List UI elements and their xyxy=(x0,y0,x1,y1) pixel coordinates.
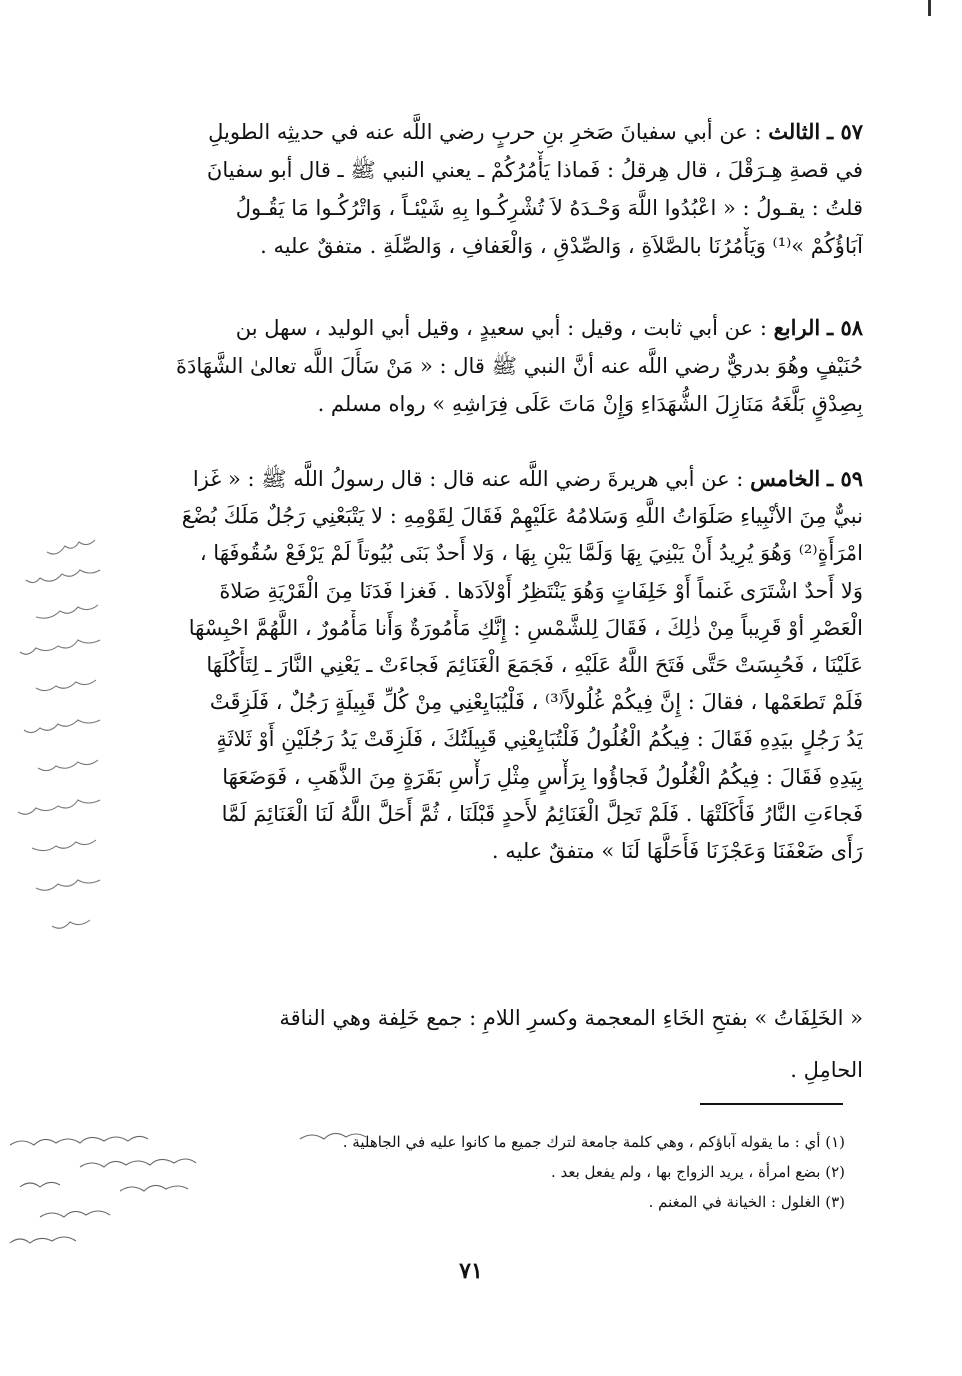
hadith-title: الرابع xyxy=(773,315,821,340)
hadith-58-line-3: بِصِدْقٍ بَلَّغَهُ مَنَازِلَ الشُّهَدَاءِ وَإِنْ مَاتَ عَلَى فِرَاشِهِ » رواه مسلم . xyxy=(317,392,863,416)
hadith-59-line-10: فَجاءَتِ النَّارُ فَأَكَلَتْهَا . فَلَمْ تَحِلَّ الْغَنَائِمُ لأَحدٍ قَبْلَنَا ، ثُمَّ أَحَلَّ اللَّهُ لَنَا الْغَنَائِمَ لَمَّا xyxy=(221,801,863,826)
explanation xyxy=(108,992,863,1096)
hadith-59-line-5: الْعَصْرِ أوْ قَرِيباً مِنْ ذٰلِكَ ، فَقَالَ لِلشَّمْسِ : إِنَّكِ مَأْمُورَةٌ وَأَنا مَأْمُورٌ ، اللَّهُمَّ احْبِسْهَا xyxy=(188,615,863,640)
hadith-number: ٥٨ ـ xyxy=(826,315,863,340)
hadith-58 xyxy=(108,309,863,423)
explanation-line-2: الحامِلِ . xyxy=(790,1058,863,1082)
scan-mark xyxy=(928,0,931,16)
hadith-59-line-4: وَلا أَحدٌ اشْتَرَى غَنماً أَوْ خَلِفَاتٍ وَهُوَ يَنْتَظِرُ أَوْلاَدَها . فَغزا فَدَنَا مِنَ الْقَرْيَةِ صَلاةَ xyxy=(219,578,863,603)
handwritten-margin-notes xyxy=(0,530,110,960)
footnotes xyxy=(300,1127,845,1217)
explanation-line-1: « الخَلِفَاتُ » بفتحِ الخَاءِ المعجمة وكسرِ اللامِ : جمع خَلِفة وهي الناقة xyxy=(279,1006,863,1030)
page-number: ٧١ xyxy=(459,1258,483,1284)
hadith-59-line-1 xyxy=(108,460,863,498)
hadith-text: : عن أبي هريرةَ رضي اللَّه عنه قال : قال رسولُ اللَّه ﷺ : « غَزا xyxy=(192,467,744,491)
hadith-title: الثالث xyxy=(768,119,821,144)
hadith-number: ٥٧ ـ xyxy=(826,119,863,144)
hadith-59-line-3: امْرَأَةٍ⁽²⁾ وَهُوَ يُرِيدُ أَنْ يَبْنِيَ بِهَا وَلَمَّا يَبْنِ بِهَا ، وَلا أَحدٌ بَنَى بُيُوتاً لَمْ يَرْفَعْ سُقُوفَهَا ، xyxy=(199,541,863,566)
hadith-59-line-11: رَأَى ضَعْفَنَا وَعَجْزَنَا فَأَحَلَّهَا لَنَا » متفقٌ عليه . xyxy=(491,839,863,864)
footnote-2: (٢) بضع امرأة ، يريد الزواج بها ، ولم يفعل بعد . xyxy=(550,1163,845,1181)
hadith-59-line-8: يَدُ رَجُلٍ بيَدِهِ فَقَالَ : فِيكُمُ الْغُلُولُ فَلْتُبَايِعْنِي قَبِيلَتُكَ ، فَلَزِقَتْ يَدُ رَجُلَيْنِ أَوْ ثَلاثَةٍ xyxy=(216,727,863,752)
footnote-3: (٣) الغلول : الخيانة في المغنم . xyxy=(648,1193,845,1211)
hadith-57-line-1 xyxy=(108,113,863,151)
hadith-57-line-4: آبَاؤُكُمْ »⁽¹⁾ وَيَأْمُرُنَا بالصَّلاَةِ ، وَالصِّدْقِ ، وَالْعَفافِ ، وَالصِّلَةِ . متفقٌ عليه . xyxy=(260,234,863,258)
hadith-59-line-2: نبيٌّ مِنَ الأنْبِياءِ صَلَوَاتُ اللَّهِ وَسَلامُهُ عَلَيْهِمْ فَقَالَ لِقَوْمِهِ : لا يَتْبَعْنِي رَجُلٌ مَلَكَ بُضْعَ xyxy=(181,504,863,529)
hadith-58-line-1 xyxy=(108,309,863,347)
hadith-59-line-9: بِيَدِهِ فَقَالَ : فِيكُمُ الْغُلُولُ فَجاؤُوا بِرَأْسٍ مِثْلِ رَأْسِ بَقَرَةٍ مِنَ الذَّهَبِ ، فَوَضَعَهَا xyxy=(222,764,863,789)
hadith-59-line-7: فَلَمْ تَطعَمْها ، فقالَ : إِنَّ فِيكُمْ غُلُولاً⁽³⁾ ، فَلْيُبَايِعْنِي مِنْ كُلِّ قَبِيلَةٍ رَجُلٌ ، فَلَزِقَتْ xyxy=(209,690,863,715)
hadith-59 xyxy=(108,460,863,870)
hadith-number: ٥٩ ـ xyxy=(826,466,863,491)
hadith-58-line-2: حُنَيْفٍ وهُوَ بدريٌّ رضي اللَّه عنه أنَّ النبي ﷺ قال : « مَنْ سَأَلَ اللَّه تعالىٰ الشَّهَادَةَ xyxy=(175,354,863,378)
hadith-59-line-6: عَلَيْنَا ، فَحُبِسَتْ حَتَّى فَتَحَ اللَّهُ عَلَيْهِ ، فَجَمَعَ الْغَنَائِمَ فَجاءَتْ ـ يَعْنِي النَّارَ ـ لِتَأْكُلَهَا xyxy=(206,653,863,678)
hadith-text: : عن أبي سفيانَ صَخرِ بنِ حربٍ رضي اللَّه عنه في حديثِه الطويلِ xyxy=(208,120,762,144)
hadith-title: الخامس xyxy=(750,466,821,491)
hadith-57-line-2: في قصةِ هِـرَقْلَ ، قال هِرقلُ : فَماذا يَأْمُرُكُمْ ـ يعني النبي ﷺ ـ قال أبو سفيانَ xyxy=(206,158,863,182)
hadith-text: : عن أبي ثابت ، وقيل : أبي سعيدٍ ، وقيل أبي الوليد ، سهل بن xyxy=(235,316,767,340)
hadith-57-line-3: قلتُ : يقـولُ : « اعْبُدُوا اللَّهَ وَحْـدَهُ لاَ تُشْرِكُـوا بِهِ شَيْئـاً ، وَاتْرُكُـوا مَا يَقُـولُ xyxy=(235,196,863,220)
footnote-divider xyxy=(700,1103,843,1105)
hadith-57 xyxy=(108,113,863,265)
footnote-1: (١) أي : ما يقوله آباؤكم ، وهي كلمة جامعة لترك جميع ما كانوا عليه في الجاهلية . xyxy=(342,1133,845,1151)
